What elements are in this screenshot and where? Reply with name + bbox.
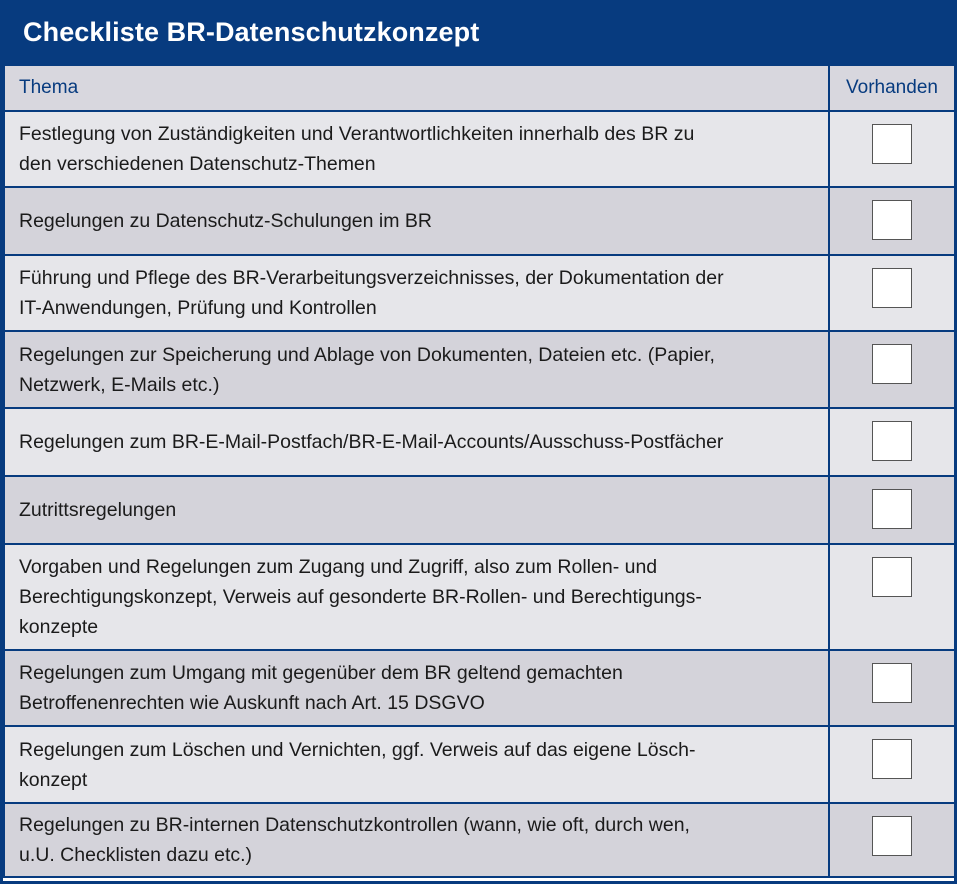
row-topic — [4, 726, 829, 803]
topic-line: Vorgaben und Regelungen zum Zugang und Zugriff, also zum Rollen- und — [19, 556, 658, 578]
header-present: Vorhanden — [829, 65, 955, 111]
topic-line: Netzwerk, E-Mails etc.) — [19, 373, 220, 396]
row-topic — [4, 187, 829, 255]
table-row — [4, 187, 955, 255]
vorhanden-checkbox[interactable] — [872, 489, 912, 529]
row-topic — [4, 111, 829, 187]
table-row — [4, 803, 955, 877]
row-checkbox-cell — [829, 544, 955, 650]
row-checkbox-cell — [829, 650, 955, 726]
row-topic — [4, 650, 829, 726]
row-topic — [4, 255, 829, 331]
topic-line: IT-Anwendungen, Prüfung und Kontrollen — [19, 297, 377, 319]
row-checkbox-cell — [829, 726, 955, 803]
table-row — [4, 331, 955, 408]
table-row — [4, 726, 955, 803]
vorhanden-checkbox[interactable] — [872, 344, 912, 384]
row-checkbox-cell — [829, 331, 955, 408]
header-topic: Thema — [4, 65, 829, 111]
vorhanden-checkbox[interactable] — [872, 268, 912, 308]
table-row — [4, 476, 955, 544]
topic-line: konzepte — [19, 616, 99, 638]
vorhanden-checkbox[interactable] — [872, 200, 912, 240]
row-topic — [4, 544, 829, 650]
topic-line: Regelungen zu BR-internen Datenschutzkontrollen (wann, wie oft, durch wen, — [19, 814, 690, 836]
vorhanden-checkbox[interactable] — [872, 557, 912, 597]
topic-line: Berechtigungskonzept, Verweis auf gesonderte BR-Rollen- und Berechtigungs- — [19, 586, 702, 608]
topic-line: Regelungen zur Speicherung und Ablage von Dokumenten, Dateien etc. (Papier, — [19, 343, 715, 366]
vorhanden-checkbox[interactable] — [872, 739, 912, 779]
row-topic — [4, 408, 829, 476]
checklist-table — [3, 64, 956, 878]
table-header-row — [4, 65, 955, 111]
row-topic — [4, 803, 829, 877]
topic-line: Regelungen zu Datenschutz-Schulungen im BR — [19, 210, 432, 232]
vorhanden-checkbox[interactable] — [872, 421, 912, 461]
topic-line: Betroffenenrechten wie Auskunft nach Art. 15 DSGVO — [19, 692, 485, 714]
row-checkbox-cell — [829, 408, 955, 476]
row-checkbox-cell — [829, 476, 955, 544]
topic-line: u.U. Checklisten dazu etc.) — [19, 844, 253, 866]
topic-line: Führung und Pflege des BR-Verarbeitungsverzeichnisses, der Dokumentation der — [19, 267, 724, 289]
row-checkbox-cell — [829, 187, 955, 255]
vorhanden-checkbox[interactable] — [872, 124, 912, 164]
table-row — [4, 111, 955, 187]
topic-line: den verschiedenen Datenschutz-Themen — [19, 153, 376, 175]
topic-line: Festlegung von Zuständigkeiten und Verantwortlichkeiten innerhalb des BR zu — [19, 123, 695, 145]
topic-line: Zutrittsregelungen — [19, 499, 177, 521]
vorhanden-checkbox[interactable] — [872, 663, 912, 703]
table-row — [4, 255, 955, 331]
checklist-title: Checkliste BR-Datenschutzkonzept — [3, 0, 954, 64]
topic-line: konzept — [19, 768, 88, 791]
row-checkbox-cell — [829, 255, 955, 331]
topic-line: Regelungen zum Umgang mit gegenüber dem BR geltend gemachten — [19, 662, 623, 684]
topic-line: Regelungen zum Löschen und Vernichten, ggf. Verweis auf das eigene Lösch- — [19, 738, 696, 761]
row-checkbox-cell — [829, 803, 955, 877]
table-row — [4, 650, 955, 726]
topic-line: Regelungen zum BR-E-Mail-Postfach/BR-E-Mail-Accounts/Ausschuss-Postfächer — [19, 431, 724, 453]
row-topic — [4, 476, 829, 544]
table-row — [4, 544, 955, 650]
row-checkbox-cell — [829, 111, 955, 187]
vorhanden-checkbox[interactable] — [872, 816, 912, 856]
table-row — [4, 408, 955, 476]
row-topic — [4, 331, 829, 408]
